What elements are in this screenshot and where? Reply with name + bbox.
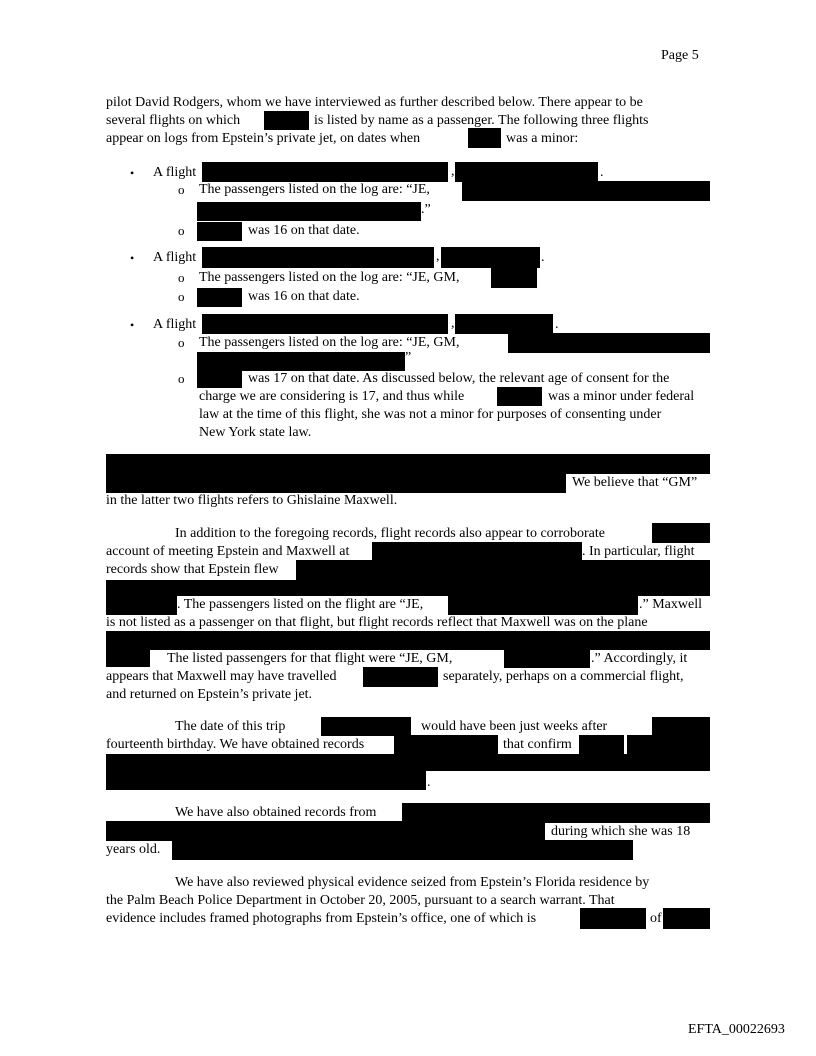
text-line: evidence includes framed photographs from Epstein’s office, one of which is — [106, 911, 537, 926]
text-line: A flight — [153, 165, 197, 180]
text-line: We have also reviewed physical evidence seized from Epstein’s Florida residence by — [175, 875, 650, 890]
text-line: . — [555, 317, 559, 332]
text-line: A flight — [153, 250, 197, 265]
text-line: , — [451, 164, 455, 179]
redaction-box — [106, 474, 566, 493]
text-line: is not listed as a passenger on that flight, but flight records reflect that Maxwell was on the plane — [106, 615, 648, 630]
redaction-box — [508, 333, 710, 353]
redaction-box — [652, 717, 710, 736]
redaction-box — [491, 268, 537, 288]
text-line: and returned on Epstein’s private jet. — [106, 687, 313, 702]
redaction-box — [106, 650, 150, 667]
redaction-box — [202, 314, 448, 334]
redaction-box — [321, 717, 411, 736]
text-line: in the latter two flights refers to Ghislaine Maxwell. — [106, 493, 398, 508]
redaction-box — [202, 247, 434, 268]
text-line: We believe that “GM” — [572, 475, 698, 490]
redaction-box — [455, 314, 553, 334]
redaction-box — [106, 754, 710, 771]
redaction-box — [504, 649, 590, 668]
redaction-box — [394, 735, 498, 754]
redaction-box — [172, 840, 633, 860]
redaction-box — [202, 162, 448, 182]
text-line: charge we are considering is 17, and thus while — [199, 389, 465, 404]
text-line: . The passengers listed on the flight are “JE, — [177, 597, 424, 612]
text-line: appears that Maxwell may have travelled — [106, 669, 337, 684]
text-line: .” — [421, 202, 431, 217]
text-line: the Palm Beach Police Department in October 20, 2005, pursuant to a search warrant. That — [106, 893, 615, 908]
text-line: would have been just weeks after — [421, 719, 608, 734]
text-line: The listed passengers for that flight were “JE, GM, — [167, 651, 453, 666]
text-line: account of meeting Epstein and Maxwell at — [106, 544, 350, 559]
text-line: A flight — [153, 317, 197, 332]
redaction-box — [627, 735, 710, 754]
sub-marker: o — [178, 335, 185, 350]
redaction-box — [579, 735, 624, 754]
redaction-box — [197, 369, 242, 388]
text-line: law at the time of this flight, she was not a minor for purposes of consenting under — [199, 407, 662, 422]
redaction-box — [106, 771, 426, 790]
text-line: was 16 on that date. — [248, 223, 360, 238]
text-line: pilot David Rodgers, whom we have interviewed as further described below. There appear to be — [106, 95, 643, 110]
text-line: , — [436, 249, 440, 264]
text-line: . — [541, 250, 545, 265]
redaction-box — [468, 128, 501, 148]
redaction-box — [441, 247, 540, 268]
redaction-box — [106, 631, 710, 650]
text-line: records show that Epstein flew — [106, 562, 279, 577]
text-line: .” Accordingly, it — [591, 651, 688, 666]
sub-marker: o — [178, 270, 185, 285]
text-line: The date of this trip — [175, 719, 286, 734]
redaction-box — [497, 387, 542, 406]
bullet-marker: • — [130, 166, 135, 180]
sub-marker: o — [178, 371, 185, 386]
text-line: . — [427, 775, 431, 790]
text-line: New York state law. — [199, 425, 312, 440]
redaction-box — [106, 580, 710, 596]
text-line: is listed by name as a passenger. The following three flights — [314, 113, 649, 128]
text-line: years old. — [106, 842, 161, 857]
sub-marker: o — [178, 223, 185, 238]
text-line: separately, perhaps on a commercial flight, — [443, 669, 684, 684]
redaction-box — [106, 596, 177, 615]
redaction-box — [197, 202, 421, 221]
redaction-box — [663, 908, 710, 929]
redaction-box — [106, 454, 710, 474]
text-line: that confirm — [503, 737, 572, 752]
text-line: . — [600, 165, 604, 180]
bates-number: EFTA_00022693 — [688, 1022, 785, 1037]
text-line: several flights on which — [106, 113, 241, 128]
redaction-box — [372, 542, 582, 561]
bullet-marker: • — [130, 251, 135, 265]
text-line: was 16 on that date. — [248, 289, 360, 304]
redaction-box — [363, 667, 438, 687]
text-line: was a minor under federal — [548, 389, 695, 404]
text-line: was a minor: — [506, 131, 579, 146]
redaction-box — [197, 222, 242, 241]
text-line: was 17 on that date. As discussed below, the relevant age of consent for the — [248, 371, 670, 386]
text-line: The passengers listed on the log are: “JE, GM, — [199, 335, 460, 350]
text-line: fourteenth birthday. We have obtained records — [106, 737, 365, 752]
text-line: . In particular, flight — [582, 544, 695, 559]
sub-marker: o — [178, 289, 185, 304]
redaction-box — [264, 111, 309, 130]
text-line: , — [451, 316, 455, 331]
redaction-box — [106, 821, 545, 841]
text-line: We have also obtained records from — [175, 805, 377, 820]
redaction-box — [455, 162, 598, 182]
redaction-box — [296, 560, 710, 580]
text-line: In addition to the foregoing records, flight records also appear to corroborate — [175, 526, 605, 541]
redaction-box — [580, 908, 646, 929]
bullet-marker: • — [130, 318, 135, 332]
text-line: of — [650, 911, 662, 926]
text-line: .” Maxwell — [639, 597, 702, 612]
text-line: appear on logs from Epstein’s private jet, on dates when — [106, 131, 421, 146]
redaction-box — [462, 181, 710, 201]
text-line: The passengers listed on the log are: “JE, — [199, 182, 430, 197]
text-line: The passengers listed on the log are: “JE, GM, — [199, 270, 460, 285]
redaction-box — [652, 523, 710, 543]
redaction-box — [402, 803, 710, 823]
page-number: Page 5 — [661, 48, 699, 63]
sub-marker: o — [178, 182, 185, 197]
text-line: during which she was 18 — [551, 824, 691, 839]
redaction-box — [197, 288, 242, 307]
text-line: ” — [405, 350, 412, 365]
redaction-box — [448, 595, 638, 615]
